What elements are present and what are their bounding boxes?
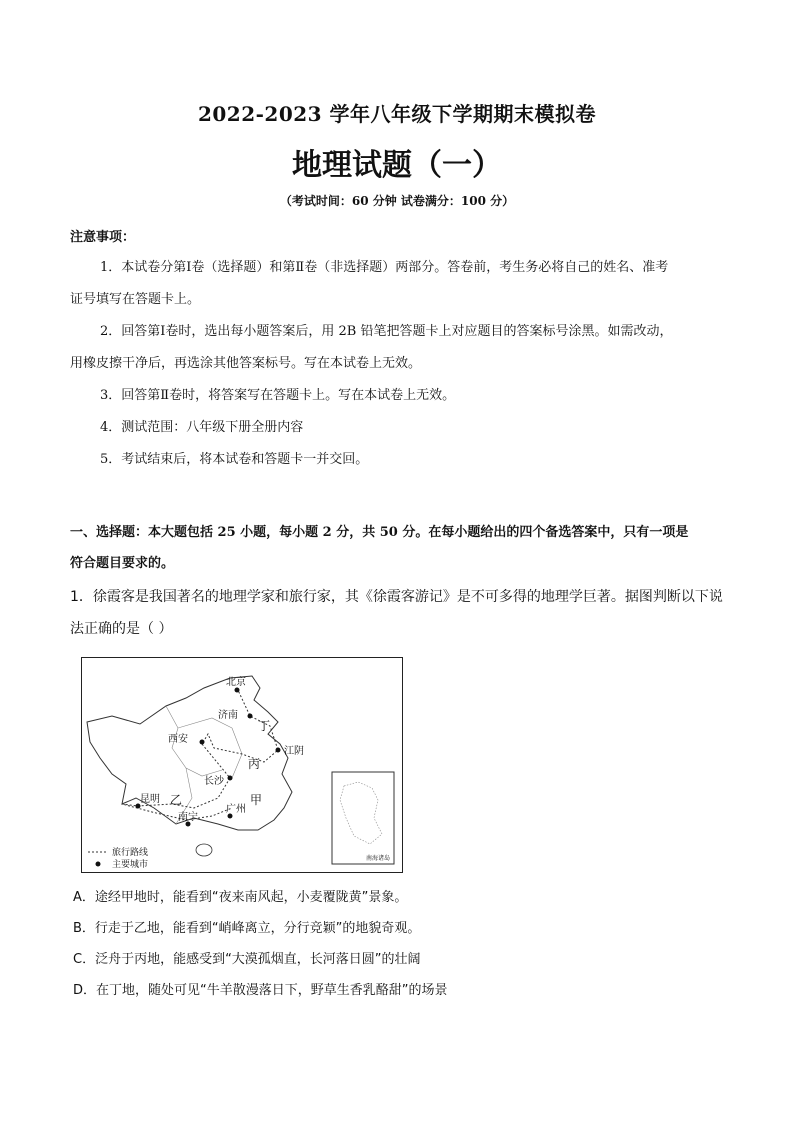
notice-item-1-cont: 证号填写在答题卡上。 [70, 292, 201, 307]
region-label-jia: 甲 [250, 793, 263, 807]
region-label-yi: 乙 [170, 793, 183, 807]
option-c[interactable]: C．泛舟于丙地，能感受到“大漠孤烟直，长河落日圆”的壮阔 [73, 952, 421, 967]
city-label-jinan: 济南 [218, 710, 238, 721]
notice-item-1: 1．本试卷分第Ⅰ卷（选择题）和第Ⅱ卷（非选择题）两部分。答卷前，考生务必将自己的姓名、准考 [100, 260, 669, 275]
subject-title: 地理试题（一） [292, 148, 502, 183]
section-heading-cont: 符合题目要求的。 [70, 556, 175, 571]
city-label-changsha: 长沙 [204, 776, 224, 787]
city-label-kunming: 昆明 [140, 794, 160, 805]
city-label-nanning: 南宁 [178, 812, 198, 823]
option-b[interactable]: B．行走于乙地，能看到“峭峰离立，分行竞颖”的地貌奇观。 [73, 921, 421, 936]
notice-heading: 注意事项： [70, 230, 136, 245]
inset-label: 南海诸岛 [366, 855, 391, 862]
city-label-guangzhou: 广州 [226, 804, 246, 815]
exam-info: （考试时间：60 分钟 试卷满分：100 分） [279, 194, 515, 208]
region-label-bing: 丙 [248, 757, 261, 771]
notice-item-5: 5．考试结束后，将本试卷和答题卡一并交回。 [100, 452, 369, 467]
option-a[interactable]: A．途经甲地时，能看到“夜来南风起，小麦覆陇黄”景象。 [73, 890, 408, 905]
notice-item-2: 2．回答第Ⅰ卷时，选出每小题答案后，用 2B 铅笔把答题卡上对应题目的答案标号涂黑。如需改动， [100, 324, 673, 339]
question-1-stem: 1．徐霞客是我国著名的地理学家和旅行家，其《徐霞客游记》是不可多得的地理学巨著。据图判断以下说 [70, 589, 723, 605]
section-heading: 一、选择题：本大题包括 25 小题，每小题 2 分，共 50 分。在每小题给出的四个备选答案中，只有一项是 [70, 525, 689, 540]
option-d[interactable]: D．在丁地，随处可见“牛羊散漫落日下，野草生香乳酪甜”的场景 [73, 983, 448, 998]
exam-title: 2022-2023 学年八年级下学期期末模拟卷 [197, 102, 597, 126]
city-label-xian: 西安 [168, 734, 188, 745]
notice-item-3: 3．回答第Ⅱ卷时，将答案写在答题卡上。写在本试卷上无效。 [100, 388, 456, 403]
notice-item-4: 4．测试范围：八年级下册全册内容 [100, 420, 304, 435]
legend-city: 主要城市 [112, 860, 149, 870]
question-1-stem-cont: 法正确的是（ ） [70, 621, 173, 637]
notice-item-2-cont: 用橡皮擦干净后，再选涂其他答案标号。写在本试卷上无效。 [70, 356, 422, 371]
city-label-jiangyin: 江阴 [284, 746, 304, 757]
legend-route: 旅行路线 [112, 848, 149, 858]
travel-route-map [81, 657, 403, 873]
city-label-beijing: 北京 [226, 677, 246, 688]
region-label-ding: 丁 [258, 719, 271, 733]
